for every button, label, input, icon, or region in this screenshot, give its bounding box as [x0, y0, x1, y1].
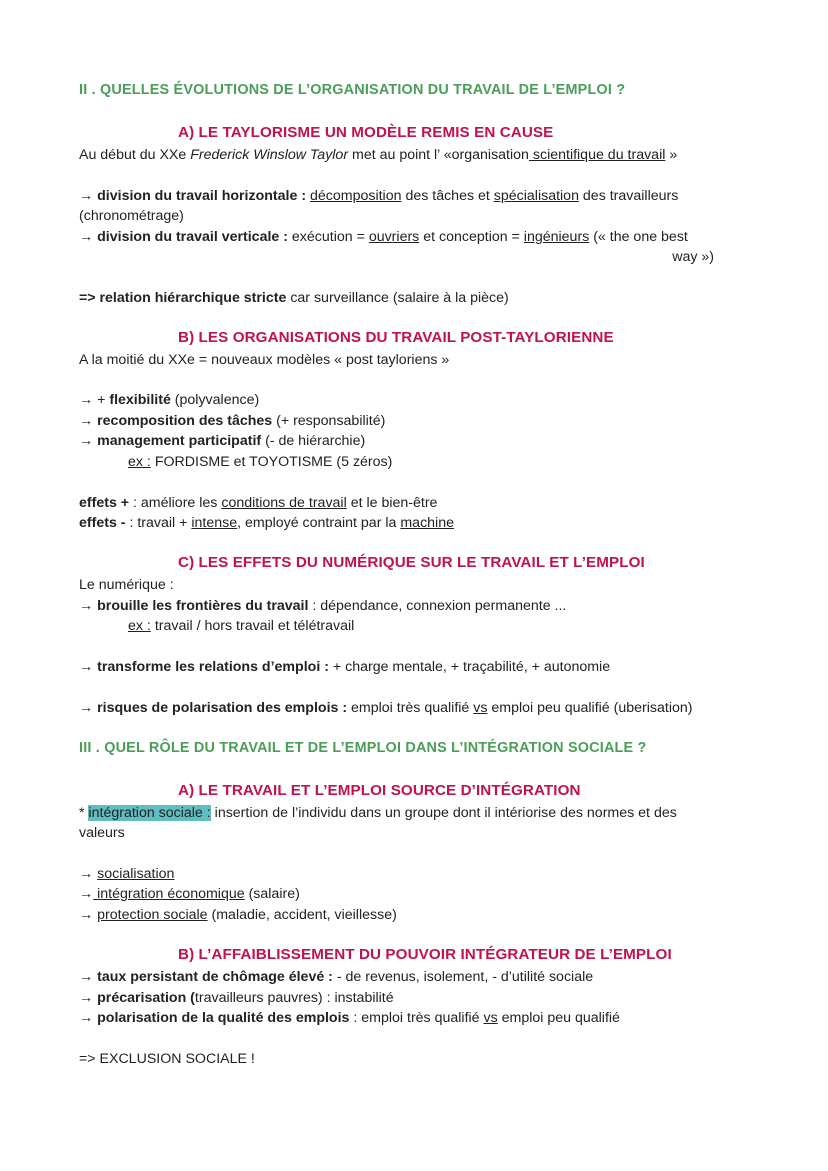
hierarchy-conclusion: => relation hiérarchique stricte car surveillance (salaire à la pièce): [79, 290, 509, 306]
blurred-borders-item: → brouille les frontières du travail : dépendance, connexion permanente ...: [79, 598, 567, 614]
social-protection-item: → protection sociale (maladie, accident, vieillesse): [79, 907, 397, 923]
social-exclusion-conclusion: => EXCLUSION SOCIALE !: [79, 1051, 255, 1067]
vertical-division-item: → division du travail verticale : exécution = ouvriers et conception = ingénieurs (« the one best: [79, 229, 688, 245]
telework-example: ex : travail / hors travail et télétravail: [128, 618, 355, 634]
taylor-intro: Au début du XXe Frederick Winslow Taylor met au point l’ «organisation scientifique du travail »: [79, 147, 678, 163]
section-ii-b-heading: B) LES ORGANISATIONS DU TRAVAIL POST-TAYLORIENNE: [178, 329, 614, 346]
section-iii-heading: III . QUEL RÔLE DU TRAVAIL ET DE L’EMPLOI DANS L’INTÉGRATION SOCIALE ?: [79, 740, 647, 756]
highlighted-term: intégration sociale :: [88, 805, 211, 821]
horizontal-division-cont: (chronométrage): [79, 208, 184, 224]
employment-relations-item: → transforme les relations d’emploi : + charge mentale, + traçabilité, + autonomie: [79, 659, 611, 675]
unemployment-item: → taux persistant de chômage élevé : - de revenus, isolement, - d’utilité sociale: [79, 969, 594, 985]
flexibility-item: → + flexibilité (polyvalence): [79, 392, 260, 408]
digital-intro: Le numérique :: [79, 577, 174, 593]
definition-cont: valeurs: [79, 825, 125, 841]
job-quality-item: → polarisation de la qualité des emplois : emploi très qualifié vs emploi peu qualifié: [79, 1010, 620, 1026]
horizontal-division-item: → division du travail horizontale : décomposition des tâches et spécialisation des travailleurs: [79, 188, 679, 204]
economic-integration-item: → intégration économique (salaire): [79, 886, 300, 902]
precarisation-item: → précarisation (travailleurs pauvres) : instabilité: [79, 990, 394, 1006]
positive-effects: effets + : améliore les conditions de travail et le bien-être: [79, 495, 438, 511]
socialisation-item: → socialisation: [79, 866, 175, 882]
vertical-division-cont: way »): [672, 249, 714, 265]
social-integration-definition: * intégration sociale : insertion de l’individu dans un groupe dont il intériorise des normes et des: [79, 805, 677, 821]
fordism-example: ex : FORDISME et TOYOTISME (5 zéros): [128, 454, 393, 470]
recomposition-item: → recomposition des tâches (+ responsabilité): [79, 413, 386, 429]
polarisation-risk-item: → risques de polarisation des emplois : emploi très qualifié vs emploi peu qualifié (uberisation): [79, 700, 693, 716]
post-taylor-intro: A la moitié du XXe = nouveaux modèles « post tayloriens »: [79, 352, 450, 368]
management-item: → management participatif (- de hiérarchie): [79, 433, 366, 449]
negative-effects: effets - : travail + intense, employé contraint par la machine: [79, 515, 454, 531]
section-ii-a-heading: A) LE TAYLORISME UN MODÈLE REMIS EN CAUSE: [178, 124, 554, 141]
section-ii-c-heading: C) LES EFFETS DU NUMÉRIQUE SUR LE TRAVAIL ET L’EMPLOI: [178, 554, 645, 571]
section-iii-a-heading: A) LE TRAVAIL ET L’EMPLOI SOURCE D’INTÉGRATION: [178, 782, 581, 799]
section-ii-heading: II . QUELLES ÉVOLUTIONS DE L’ORGANISATION DU TRAVAIL DE L’EMPLOI ?: [79, 82, 626, 98]
section-iii-b-heading: B) L’AFFAIBLISSEMENT DU POUVOIR INTÉGRATEUR DE L’EMPLOI: [178, 946, 672, 963]
